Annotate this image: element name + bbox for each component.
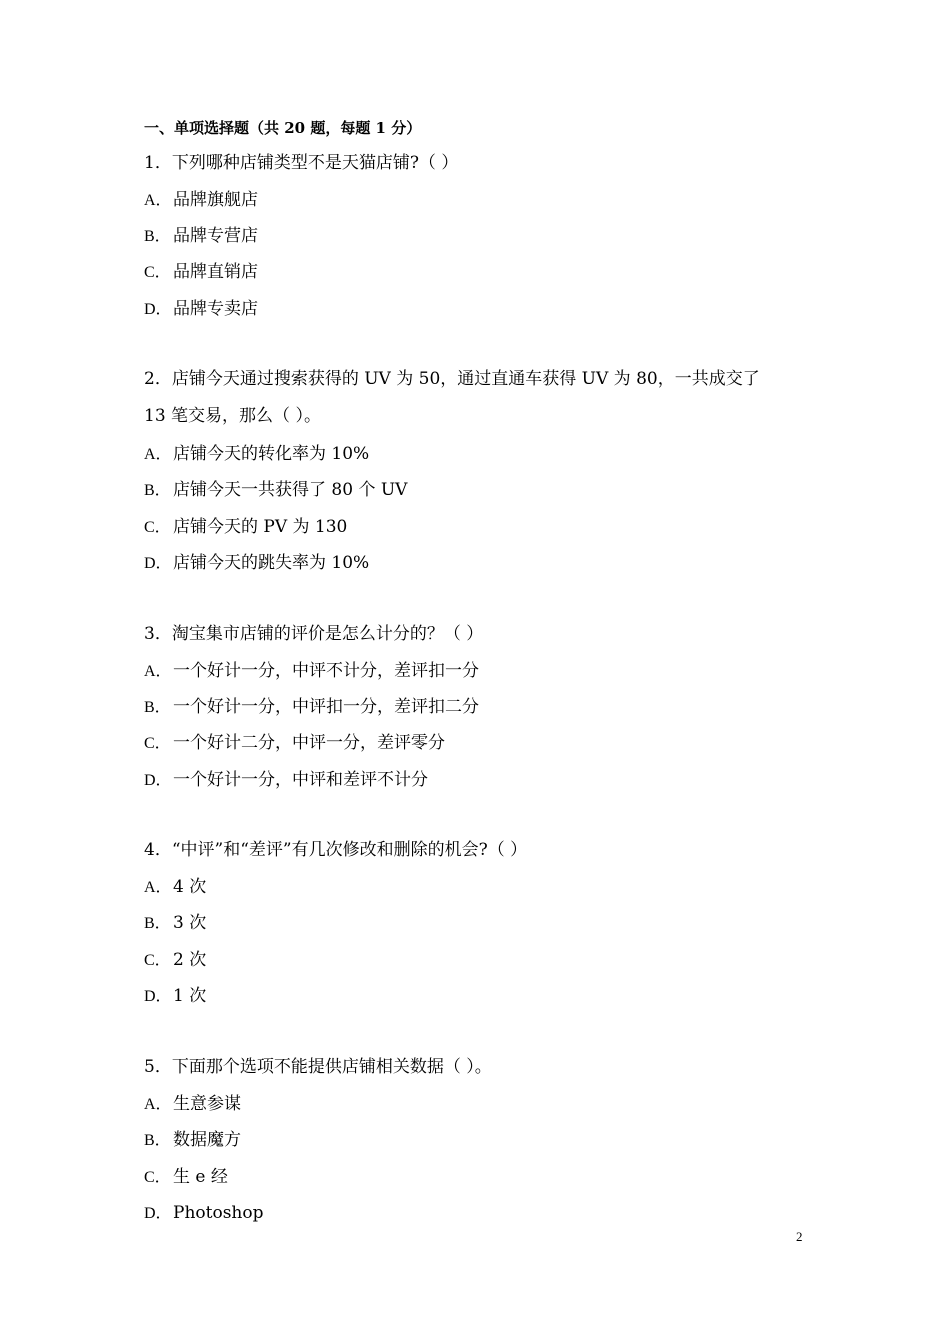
option-letter: D．: [144, 1205, 172, 1222]
question-2-stem: 2．店铺今天通过搜索获得的 UV 为 50，通过直通车获得 UV 为 80，一共成交了: [144, 369, 760, 389]
question-4-option-b: [144, 911, 206, 936]
question-2-option-d: [144, 551, 369, 576]
option-text: 2 次: [173, 950, 207, 970]
option-text: 一个好计一分，中评扣一分，差评扣二分: [173, 697, 479, 717]
option-text: 店铺今天的跳失率为 10%: [173, 553, 370, 573]
option-letter: C．: [144, 264, 171, 281]
option-letter: D．: [144, 988, 172, 1005]
question-4-option-d: [144, 984, 206, 1009]
option-text: 品牌直销店: [173, 262, 258, 282]
option-text: 生 e 经: [173, 1167, 228, 1187]
option-text: 一个好计一分，中评不计分，差评扣一分: [173, 661, 479, 681]
option-letter: C．: [144, 735, 171, 752]
question-1-option-a: [144, 188, 258, 213]
option-text: 生意参谋: [173, 1094, 241, 1114]
option-text: 3 次: [173, 913, 207, 933]
option-letter: D．: [144, 555, 172, 572]
option-letter: D．: [144, 772, 172, 789]
question-4-option-c: [144, 948, 206, 973]
question-1-option-c: [144, 260, 258, 285]
question-2-option-a: [144, 442, 369, 467]
question-2-option-c: [144, 515, 347, 540]
option-text: 店铺今天一共获得了 80 个 UV: [173, 480, 408, 500]
option-text: 品牌专卖店: [173, 299, 258, 319]
option-letter: A．: [144, 1096, 172, 1113]
question-4-stem: 4．“中评”和“差评”有几次修改和删除的机会?（ ）: [144, 840, 528, 860]
question-1-option-b: [144, 224, 258, 249]
option-letter: B．: [144, 915, 171, 932]
question-5-option-b: [144, 1128, 241, 1153]
option-letter: C．: [144, 519, 171, 536]
option-text: 4 次: [173, 877, 207, 897]
option-letter: A．: [144, 446, 172, 463]
question-4-option-a: [144, 875, 206, 900]
option-letter: B．: [144, 228, 171, 245]
option-letter: B．: [144, 699, 171, 716]
page-number: 2: [796, 1229, 803, 1244]
question-3-option-b: [144, 695, 479, 720]
question-3-option-d: [144, 768, 428, 793]
option-text: 店铺今天的转化率为 10%: [173, 444, 370, 464]
option-text: 一个好计一分，中评和差评不计分: [173, 770, 428, 790]
option-letter: B．: [144, 482, 171, 499]
question-5-stem: 5．下面那个选项不能提供店铺相关数据（ ）。: [144, 1057, 492, 1077]
option-letter: C．: [144, 1169, 171, 1186]
question-1-stem: 1．下列哪种店铺类型不是天猫店铺?（ ）: [144, 153, 459, 173]
option-text: 数据魔方: [173, 1130, 241, 1150]
option-letter: A．: [144, 663, 172, 680]
question-5-option-a: [144, 1092, 241, 1117]
question-3-option-a: [144, 659, 479, 684]
option-letter: D．: [144, 301, 172, 318]
option-text: Photoshop: [173, 1203, 264, 1223]
option-text: 品牌旗舰店: [173, 190, 258, 210]
question-5-option-c: [144, 1165, 228, 1190]
option-text: 1 次: [173, 986, 207, 1006]
option-text: 店铺今天的 PV 为 130: [173, 517, 348, 537]
option-text: 一个好计二分，中评一分，差评零分: [173, 733, 445, 753]
option-letter: A．: [144, 879, 172, 896]
question-3-option-c: [144, 731, 445, 756]
question-3-stem: 3．淘宝集市店铺的评价是怎么计分的？（ ）: [144, 624, 484, 644]
question-1-option-d: [144, 297, 258, 322]
question-2-option-b: [144, 478, 407, 503]
section-title: 一、单项选择题（共 20 题，每题 1 分）: [144, 119, 422, 137]
option-letter: C．: [144, 952, 171, 969]
option-letter: A．: [144, 192, 172, 209]
option-letter: B．: [144, 1132, 171, 1149]
question-5-option-d: [144, 1201, 263, 1226]
question-2-stem-continued: 13 笔交易，那么（ ）。: [144, 406, 321, 426]
option-text: 品牌专营店: [173, 226, 258, 246]
